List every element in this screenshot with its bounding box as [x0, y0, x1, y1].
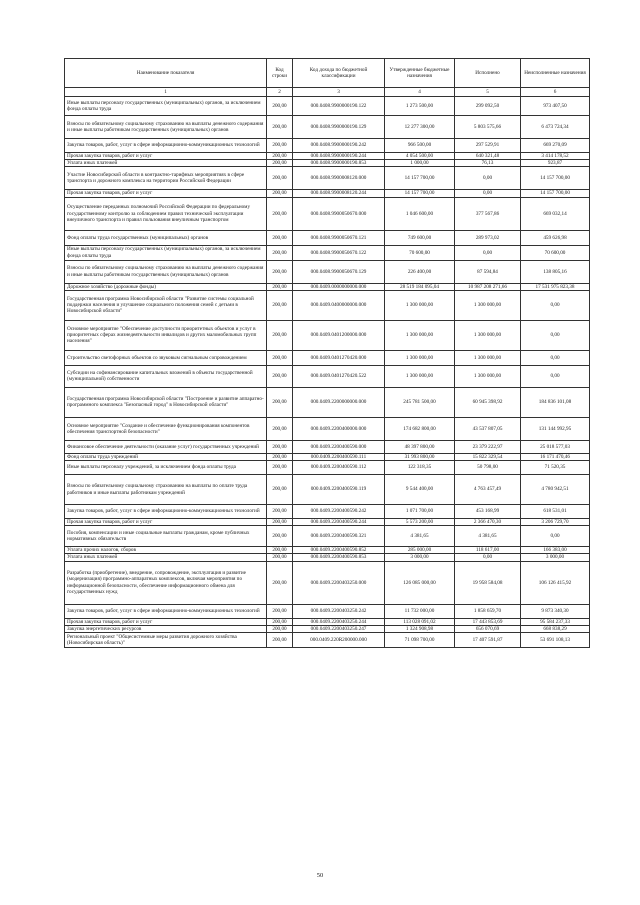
cell-approved: 28 519 184 095,04 [385, 283, 455, 290]
cell-line-code: 200,00 [267, 139, 293, 153]
index-cell: 2 [267, 88, 293, 97]
cell-name: Уплата прочих налогов, сборов [65, 547, 267, 554]
table-row [65, 350, 590, 365]
cell-approved: 4 054 500,00 [385, 153, 455, 160]
cell-unexecuted: 6 473 724,34 [521, 116, 590, 139]
cell-executed: 17 443 853,69 [455, 618, 521, 625]
cell-income-code: 000.0408.9900050670.121 [293, 230, 385, 245]
cell-unexecuted: 131 144 992,95 [521, 417, 590, 440]
table-row [65, 625, 590, 632]
cell-line-code: 200,00 [267, 190, 293, 197]
cell-executed: 4 763 457,49 [455, 475, 521, 505]
cell-approved: 1 273 500,00 [385, 97, 455, 116]
cell-income-code: 000.0409.2200400590.242 [293, 505, 385, 519]
cell-income-code: 000.0409.2200403250.000 [293, 561, 385, 604]
cell-unexecuted: 459 626,98 [521, 230, 590, 245]
cell-executed: 50 798,00 [455, 461, 521, 475]
cell-unexecuted: 17 531 975 823,38 [521, 283, 590, 290]
cell-income-code: 000.0409.2200400590.119 [293, 475, 385, 505]
cell-line-code: 200,00 [267, 387, 293, 417]
cell-line-code: 200,00 [267, 290, 293, 320]
cell-line-code: 200,00 [267, 260, 293, 283]
cell-line-code: 200,00 [267, 453, 293, 460]
cell-approved: 4 381,65 [385, 526, 455, 547]
cell-unexecuted: 95 584 237,33 [521, 618, 590, 625]
cell-line-code: 200,00 [267, 554, 293, 561]
cell-income-code: 000.0409.2200400590.852 [293, 547, 385, 554]
cell-line-code: 200,00 [267, 604, 293, 618]
cell-income-code: 000.0409.2200403250.244 [293, 618, 385, 625]
cell-name: Иные выплаты персоналу государственных (муниципальных) органов, за исключением фонда оплаты труда [65, 97, 267, 116]
cell-executed: 19 958 584,08 [455, 561, 521, 604]
table-row [65, 160, 590, 167]
table-row [65, 260, 590, 283]
cell-unexecuted: 0,00 [521, 526, 590, 547]
cell-approved: 126 085 000,00 [385, 561, 455, 604]
cell-unexecuted: 9 873 340,30 [521, 604, 590, 618]
table-row [65, 554, 590, 561]
header-unexecuted: Неисполненные назначения [521, 59, 590, 88]
cell-line-code: 200,00 [267, 440, 293, 453]
cell-unexecuted: 53 691 108,13 [521, 633, 590, 648]
cell-income-code: 000.0408.9900000190.853 [293, 160, 385, 167]
cell-approved: 11 732 000,00 [385, 604, 455, 618]
cell-name: Взносы по обязательному социальному страхованию на выплаты денежного содержания и иные выплаты работникам государственных (муниципальных) органов [65, 116, 267, 139]
cell-executed: 0,00 [455, 167, 521, 190]
header-approved: Утвержденные бюджетные назначения [385, 59, 455, 88]
index-cell: 1 [65, 88, 267, 97]
cell-approved: 966 500,00 [385, 139, 455, 153]
cell-approved: 3 000,00 [385, 554, 455, 561]
cell-approved: 226 400,00 [385, 260, 455, 283]
table-row [65, 290, 590, 320]
cell-executed: 2 366 470,30 [455, 519, 521, 526]
cell-unexecuted: 138 805,16 [521, 260, 590, 283]
cell-name: Дорожное хозяйство (дорожные фонды) [65, 283, 267, 290]
cell-unexecuted: 166 383,00 [521, 547, 590, 554]
cell-name: Региональный проект "Общесистемные меры развития дорожного хозяйства (Новосибирская область)" [65, 633, 267, 648]
cell-approved: 174 682 800,00 [385, 417, 455, 440]
header-income-code: Код дохода по бюджетной классификации [293, 59, 385, 88]
cell-income-code: 000.0409.2200403250.247 [293, 625, 385, 632]
cell-unexecuted: 25 018 577,03 [521, 440, 590, 453]
cell-income-code: 000.0409.2200400590.853 [293, 554, 385, 561]
report-sheet [64, 58, 589, 648]
cell-approved: 1 300 000,00 [385, 320, 455, 350]
page-number: 50 [316, 872, 324, 879]
cell-income-code: 000.0408.9900000190.242 [293, 139, 385, 153]
cell-income-code: 000.0409.2200000000.000 [293, 387, 385, 417]
cell-line-code: 200,00 [267, 505, 293, 519]
cell-income-code: 000.0408.9900000190.129 [293, 116, 385, 139]
cell-executed: 377 567,86 [455, 197, 521, 230]
cell-executed: 23 379 222,97 [455, 440, 521, 453]
cell-approved: 31 993 800,00 [385, 453, 455, 460]
cell-approved: 9 544 400,00 [385, 475, 455, 505]
cell-name: Закупка товаров, работ, услуг в сфере информационно-коммуникационных технологий [65, 604, 267, 618]
cell-name: Уплата иных платежей [65, 554, 267, 561]
header-line-code: Код строки [267, 59, 293, 88]
cell-executed: 10 987 208 271,66 [455, 283, 521, 290]
cell-executed: 118 617,00 [455, 547, 521, 554]
cell-name: Прочая закупка товаров, работ и услуг [65, 618, 267, 625]
cell-name: Прочая закупка товаров, работ и услуг [65, 190, 267, 197]
cell-approved: 1 046 600,00 [385, 197, 455, 230]
cell-unexecuted: 4 780 942,51 [521, 475, 590, 505]
cell-approved: 749 600,00 [385, 230, 455, 245]
cell-executed: 0,00 [455, 554, 521, 561]
cell-unexecuted: 0,00 [521, 320, 590, 350]
cell-approved: 12 277 300,00 [385, 116, 455, 139]
cell-executed: 43 537 807,05 [455, 417, 521, 440]
cell-line-code: 200,00 [267, 633, 293, 648]
table-row [65, 365, 590, 387]
cell-approved: 1 300 000,00 [385, 350, 455, 365]
cell-line-code: 200,00 [267, 160, 293, 167]
cell-unexecuted: 669 032,14 [521, 197, 590, 230]
cell-unexecuted: 70 600,00 [521, 245, 590, 260]
cell-executed: 453 168,99 [455, 505, 521, 519]
cell-executed: 17 407 591,87 [455, 633, 521, 648]
cell-income-code: 000.0408.9900050670.000 [293, 197, 385, 230]
cell-executed: 4 381,65 [455, 526, 521, 547]
cell-income-code: 000.0408.9900008120.244 [293, 190, 385, 197]
cell-unexecuted: 973 407,50 [521, 97, 590, 116]
table-row [65, 139, 590, 153]
cell-income-code: 000.0409.0000000000.000 [293, 283, 385, 290]
cell-name: Строительство светофорных объектов со звуковым сигнальным сопровождением [65, 350, 267, 365]
table-row [65, 519, 590, 526]
cell-approved: 1 000,00 [385, 160, 455, 167]
cell-name: Закупка энергетических ресурсов [65, 625, 267, 632]
cell-approved: 285 000,00 [385, 547, 455, 554]
cell-unexecuted: 0,00 [521, 350, 590, 365]
cell-executed: 0,00 [455, 245, 521, 260]
cell-executed: 76,13 [455, 160, 521, 167]
cell-income-code: 000.0409.2200400590.244 [293, 519, 385, 526]
cell-name: Основное мероприятие "Создание и обеспечение функционирования компонентов обеспечения транспортной безопасности" [65, 417, 267, 440]
cell-line-code: 200,00 [267, 519, 293, 526]
cell-name: Основное мероприятие "Обеспечение доступности приоритетных объектов и услуг в приоритетных сферах жизнедеятельности инвалидов и других маломобильных групп населения" [65, 320, 267, 350]
cell-approved: 14 157 700,00 [385, 190, 455, 197]
table-row [65, 618, 590, 625]
cell-approved: 48 397 800,00 [385, 440, 455, 453]
table-row [65, 245, 590, 260]
cell-income-code: 000.0409.0400000000.000 [293, 290, 385, 320]
cell-income-code: 000.0409.2200403250.242 [293, 604, 385, 618]
cell-line-code: 200,00 [267, 197, 293, 230]
cell-line-code: 200,00 [267, 320, 293, 350]
cell-approved: 70 600,00 [385, 245, 455, 260]
cell-income-code: 000.0409.0401270420.522 [293, 365, 385, 387]
cell-executed: 5 803 575,66 [455, 116, 521, 139]
cell-line-code: 200,00 [267, 625, 293, 632]
cell-executed: 60 945 398,92 [455, 387, 521, 417]
cell-unexecuted: 923,87 [521, 160, 590, 167]
table-row [65, 167, 590, 190]
table-row [65, 547, 590, 554]
cell-name: Прочая закупка товаров, работ и услуг [65, 153, 267, 160]
cell-executed: 1 300 000,00 [455, 365, 521, 387]
cell-income-code: 000.0409.0401200000.000 [293, 320, 385, 350]
cell-name: Иные выплаты персоналу государственных (муниципальных) органов, за исключением фонда оплаты труда [65, 245, 267, 260]
cell-income-code: 000.0409.2200400590.111 [293, 453, 385, 460]
header-row [65, 59, 590, 88]
cell-unexecuted: 0,00 [521, 365, 590, 387]
cell-line-code: 200,00 [267, 417, 293, 440]
cell-name: Закупка товаров, работ, услуг в сфере информационно-коммуникационных технологий [65, 139, 267, 153]
cell-line-code: 200,00 [267, 283, 293, 290]
cell-approved: 14 157 700,00 [385, 167, 455, 190]
cell-executed: 640 321,48 [455, 153, 521, 160]
table-row [65, 153, 590, 160]
cell-approved: 71 098 700,00 [385, 633, 455, 648]
cell-name: Осуществление переданных полномочий Российской Федерации по федеральному государственному контролю за соблюдением правил технической эксплуатации внеуличного транспорта и правил пользования внеуличным транспортом [65, 197, 267, 230]
cell-line-code: 200,00 [267, 167, 293, 190]
cell-executed: 289 973,02 [455, 230, 521, 245]
table-row [65, 230, 590, 245]
cell-income-code: 000.0408.9900008120.000 [293, 167, 385, 190]
cell-executed: 15 822 329,54 [455, 453, 521, 460]
cell-executed: 1 300 000,00 [455, 290, 521, 320]
cell-line-code: 200,00 [267, 230, 293, 245]
cell-name: Государственная программа Новосибирской области "Развитие системы социальной поддержки населения и улучшение социального положения семей с детьми в Новосибирской области" [65, 290, 267, 320]
cell-line-code: 200,00 [267, 153, 293, 160]
table-row [65, 387, 590, 417]
table-row [65, 283, 590, 290]
cell-approved: 1 300 000,00 [385, 290, 455, 320]
cell-unexecuted: 14 157 700,00 [521, 167, 590, 190]
cell-unexecuted: 14 157 700,00 [521, 190, 590, 197]
cell-income-code: 000.0409.220R200000.000 [293, 633, 385, 648]
cell-unexecuted: 184 836 101,08 [521, 387, 590, 417]
cell-income-code: 000.0409.0401270420.000 [293, 350, 385, 365]
cell-line-code: 200,00 [267, 365, 293, 387]
header-name: Наименование показателя [65, 59, 267, 88]
cell-income-code: 000.0408.9900000190.122 [293, 97, 385, 116]
index-cell: 6 [521, 88, 590, 97]
table-row [65, 505, 590, 519]
cell-executed: 656 070,69 [455, 625, 521, 632]
table-row [65, 320, 590, 350]
cell-name: Взносы по обязательному социальному страхованию на выплаты денежного содержания и иные выплаты работникам государственных (муниципальных) органов [65, 260, 267, 283]
table-row [65, 417, 590, 440]
table-row [65, 97, 590, 116]
index-cell: 4 [385, 88, 455, 97]
cell-executed: 1 300 000,00 [455, 320, 521, 350]
table-row [65, 461, 590, 475]
index-cell: 5 [455, 88, 521, 97]
cell-line-code: 200,00 [267, 97, 293, 116]
cell-unexecuted: 71 520,35 [521, 461, 590, 475]
table-row [65, 604, 590, 618]
cell-approved: 1 300 000,00 [385, 365, 455, 387]
cell-unexecuted: 16 171 470,46 [521, 453, 590, 460]
cell-income-code: 000.0409.2200400590.112 [293, 461, 385, 475]
table-row [65, 475, 590, 505]
cell-unexecuted: 106 126 415,92 [521, 561, 590, 604]
cell-line-code: 200,00 [267, 475, 293, 505]
cell-line-code: 200,00 [267, 547, 293, 554]
cell-income-code: 000.0408.9900050670.129 [293, 260, 385, 283]
cell-income-code: 000.0409.2200400590.321 [293, 526, 385, 547]
header-executed: Исполнено [455, 59, 521, 88]
cell-name: Фонд оплаты труда учреждений [65, 453, 267, 460]
cell-executed: 299 092,50 [455, 97, 521, 116]
cell-line-code: 200,00 [267, 526, 293, 547]
cell-approved: 1 071 700,00 [385, 505, 455, 519]
cell-unexecuted: 618 531,01 [521, 505, 590, 519]
cell-name: Государственная программа Новосибирской области "Построение и развитие аппаратно-программного комплекса "Безопасный город" в Новосибирской области" [65, 387, 267, 417]
table-row [65, 197, 590, 230]
cell-line-code: 200,00 [267, 245, 293, 260]
cell-line-code: 200,00 [267, 116, 293, 139]
table-row [65, 526, 590, 547]
cell-executed: 87 594,84 [455, 260, 521, 283]
cell-unexecuted: 668 838,29 [521, 625, 590, 632]
table-row [65, 633, 590, 648]
cell-executed: 1 858 659,70 [455, 604, 521, 618]
cell-name: Прочая закупка товаров, работ и услуг [65, 519, 267, 526]
cell-line-code: 200,00 [267, 618, 293, 625]
cell-income-code: 000.0409.2200400590.000 [293, 440, 385, 453]
cell-name: Пособия, компенсации и иные социальные выплаты гражданам, кроме публичных нормативных обязательств [65, 526, 267, 547]
cell-approved: 1 324 908,98 [385, 625, 455, 632]
cell-name: Финансовое обеспечение деятельности (оказание услуг) государственных учреждений [65, 440, 267, 453]
table-row [65, 116, 590, 139]
cell-unexecuted: 0,00 [521, 290, 590, 320]
cell-name: Иные выплаты персоналу учреждений, за исключением фонда оплаты труда [65, 461, 267, 475]
cell-name: Фонд оплаты труда государственных (муниципальных) органов [65, 230, 267, 245]
cell-executed: 0,00 [455, 190, 521, 197]
cell-executed: 297 529,91 [455, 139, 521, 153]
cell-line-code: 200,00 [267, 461, 293, 475]
cell-name: Разработка (приобретение), внедрение, сопровождение, эксплуатация и развитие (модернизация) программно-аппаратных комплексов, включая мероприятия по информационной безопасности, обеспечение информационного обмена для государственных нужд [65, 561, 267, 604]
table-row [65, 453, 590, 460]
cell-executed: 1 300 000,00 [455, 350, 521, 365]
cell-unexecuted: 3 206 729,70 [521, 519, 590, 526]
cell-income-code: 000.0408.9900000190.244 [293, 153, 385, 160]
cell-income-code: 000.0408.9900050670.122 [293, 245, 385, 260]
cell-unexecuted: 669 270,09 [521, 139, 590, 153]
cell-name: Уплата иных платежей [65, 160, 267, 167]
cell-line-code: 200,00 [267, 350, 293, 365]
cell-unexecuted: 3 414 178,52 [521, 153, 590, 160]
cell-line-code: 200,00 [267, 561, 293, 604]
cell-name: Взносы по обязательному социальному страхованию на выплаты по оплате труда работников и иные выплаты работникам учреждений [65, 475, 267, 505]
index-cell: 3 [293, 88, 385, 97]
cell-approved: 113 028 091,02 [385, 618, 455, 625]
table-row [65, 190, 590, 197]
cell-name: Участие Новосибирской области в контрактно-тарифных мероприятиях в сфере транспорта и дорожного комплекса на территории Российской Федерации [65, 167, 267, 190]
table-row [65, 561, 590, 604]
table-row [65, 440, 590, 453]
cell-approved: 5 573 200,00 [385, 519, 455, 526]
cell-name: Субсидии на софинансирование капитальных вложений в объекты государственной (муниципальной) собственности [65, 365, 267, 387]
cell-approved: 122 318,35 [385, 461, 455, 475]
cell-name: Закупка товаров, работ, услуг в сфере информационно-коммуникационных технологий [65, 505, 267, 519]
index-row [65, 88, 590, 97]
budget-table [64, 58, 590, 648]
cell-unexecuted: 3 000,00 [521, 554, 590, 561]
cell-approved: 245 781 500,00 [385, 387, 455, 417]
table-body [65, 97, 590, 648]
cell-income-code: 000.0409.2200400000.000 [293, 417, 385, 440]
